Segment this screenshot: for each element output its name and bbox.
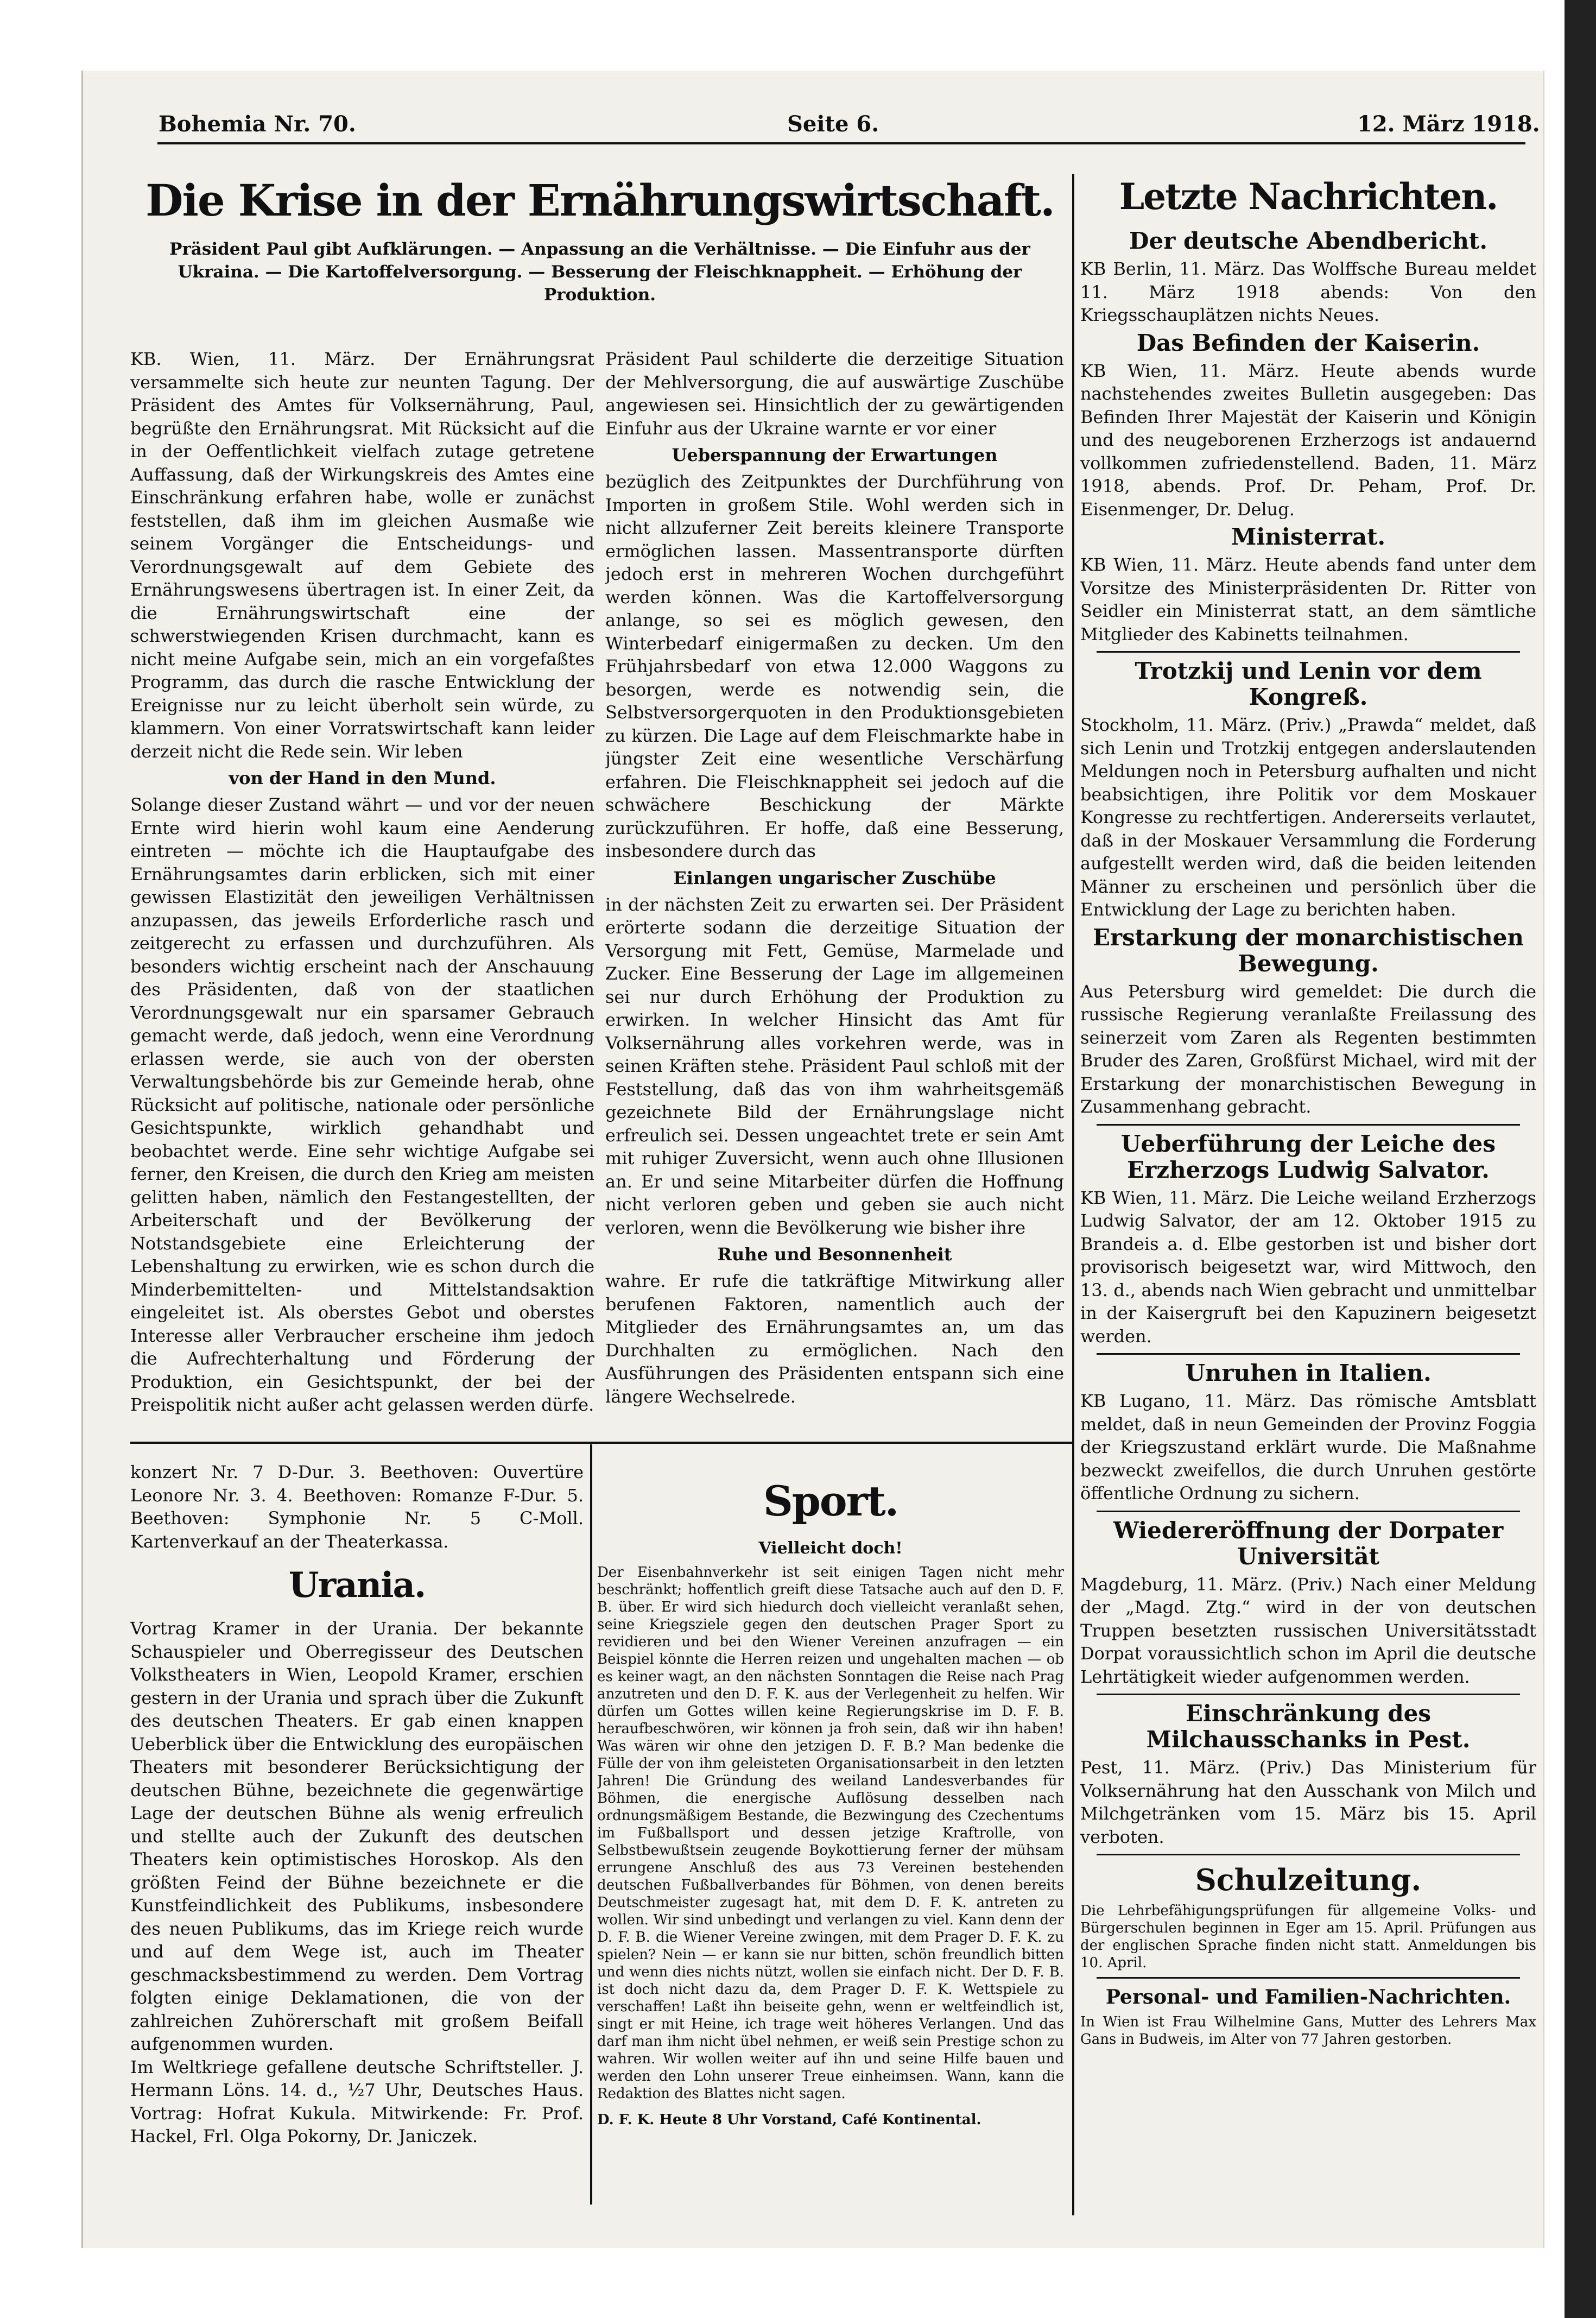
personal-news-text: In Wien ist Frau Wilhelmine Gans, Mutter des Lehrers Max Gans in Budweis, im Alter von 77 Jahren gestorben. xyxy=(1080,2014,1536,2048)
news-text: KB Berlin, 11. März. Das Wolffsche Bureau meldet 11. März 1918 abends: Von den Kriegsschauplätzen nichts Neues. xyxy=(1080,258,1536,325)
main-article-col1 xyxy=(130,348,594,1436)
column-divider-right xyxy=(1072,174,1074,2215)
news-heading: Unruhen in Italien. xyxy=(1185,1360,1432,1386)
section-rule xyxy=(130,1442,1072,1444)
news-divider xyxy=(1097,1353,1520,1355)
news-text: Stockholm, 11. März. (Priv.) „Prawda“ meldet, daß sich Lenin und Trotzkij entgegen anderslautenden Meldungen noch in Petersburg aufhalten und nicht beabsichtigen, ihre Politik vor dem Moskauer Kongresse zu rechtfertigen. Andererseits verlautet, daß in der Moskauer Versammlung die Forderung aufgestellt werden wird, daß die beiden leitenden Männer zu erscheinen und persönlich über die Entwicklung der Lage zu berichten haben. xyxy=(1080,715,1536,920)
main-col2-para4: wahre. Er rufe die tatkräftige Mitwirkung aller berufenen Faktoren, namentlich auch der Mitglieder des Ernährungsamtes an, um das Durchhalten zu ermöglichen. Nach den Ausführungen des Präsidenten entspann sich eine längere Wechselrede. xyxy=(605,1271,1064,1407)
main-col2-para1: Präsident Paul schilderte die derzeitige Situation der Mehlversorgung, die auf auswärtige Zuschübe angewiesen sei. Hinsichtlich der zu gewärtigenden Einfuhr aus der Ukraine warnte er vor einer xyxy=(605,349,1064,439)
sport-subtitle: Vielleicht doch! xyxy=(758,1539,903,1558)
main-col1-heading: von der Hand in den Mund. xyxy=(229,768,496,788)
news-text: KB Wien, 11. März. Heute abends fand unter dem Vorsitze des Ministerpräsidenten Dr. Ritter von Seidler ein Ministerrat statt, an dem sämtliche Mitglieder des Kabinetts teilnahmen. xyxy=(1080,554,1536,645)
news-text: Aus Petersburg wird gemeldet: Die durch die russische Regierung veranlaßte Freilassung des seinerzeit vom Zaren als Regenten bestimmten Bruder des Zaren, Großfürst Michael, wird mit der Erstarkung der monarchistischen Bewegung in Zusammenhang gebracht. xyxy=(1080,981,1536,1117)
news-heading: Erstarkung der monarchistischen Bewegung. xyxy=(1093,924,1524,977)
header-center: Seite 6. xyxy=(787,111,879,137)
main-col2-heading2: Einlangen ungarischer Zuschübe xyxy=(673,867,996,888)
school-news-text: Die Lehrbefähigungsprüfungen für allgemeine Volks- und Bürgerschulen beginnen in Eger am 15. April. Prüfungen aus der englischen Sprache finden nicht statt. Anmeldungen bis 10. April. xyxy=(1080,1903,1536,1971)
urania-section xyxy=(130,1461,584,2205)
main-col2-heading1: Ueberspannung der Erwartungen xyxy=(672,445,998,465)
news-heading: Das Befinden der Kaiserin. xyxy=(1136,329,1480,356)
news-heading: Trotzkij und Lenin vor dem Kongreß. xyxy=(1135,658,1482,710)
main-col1-para2: Solange dieser Zustand währt — und vor der neuen Ernte wird hierin wohl kaum eine Aenderung eintreten — möchte ich die Hauptaufgabe des Ernährungsamtes darin erblicken, sich mit einer gewissen Elastizität den jeweiligen Verhältnissen anzupassen, das jeweils Erforderliche rasch und zeitgerecht zu erfassen und durchzuführen. Als besonders wichtig erscheint nach der Anschauung des Präsidenten, daß von der staatlichen Verordnungsgewalt nur ein sparsamer Gebrauch gemacht werde, daß jedoch, wenn eine Verordnung erlassen werde, sie auch von der obersten Verwaltungsbehörde bis zur Gemeinde herab, ohne Rücksicht auf politische, nationale oder persönliche Gesichtspunkte, wirklich gehandhabt und beobachtet werde. Eine sehr wichtige Aufgabe sei ferner, den Kreisen, die durch den Krieg am meisten gelitten haben, nämlich den Festangestellten, der Arbeiterschaft und der Bevölkerung der Notstandsgebiete eine Erleichterung der Lebenshaltung zu erwirken, wie es schon durch die Minderbemittelten- und Mittelstandsaktion eingeleitet ist. Als oberstes Gebot und oberstes Interesse aller Verbraucher erscheine ihm jedoch die Aufrechterhaltung und Förderung der Produktion, ein Gesichtspunkt, der bei der Preispolitik nicht außer acht gelassen werden dürfe. xyxy=(130,794,594,1415)
header-right: 12. März 1918. xyxy=(1357,111,1540,137)
scan-edge xyxy=(1565,0,1596,2318)
news-divider xyxy=(1097,1511,1520,1512)
news-heading: Wiedereröffnung der Dorpater Universität xyxy=(1113,1517,1504,1570)
news-text: Magdeburg, 11. März. (Priv.) Nach einer Meldung der „Magd. Ztg.“ wird in der von deutschen Truppen besetzten russischen Universitätsstadt Dorpat voraussichtlich schon im April die deutsche Lehrtätigkeit wieder aufgenommen werden. xyxy=(1080,1574,1536,1687)
column-divider-bottom xyxy=(590,1444,592,2205)
main-article-head xyxy=(130,168,1069,348)
news-text: Pest, 11. März. (Priv.) Das Ministerium für Volksernährung hat den Ausschank von Milch und Milchgetränken vom 15. März bis 15. April verboten. xyxy=(1080,1757,1536,1847)
header-rule xyxy=(157,142,1525,144)
sport-article: Der Eisenbahnverkehr ist seit einigen Tagen nicht mehr beschränkt; hoffentlich greift diese Tatsache auch auf den D. F. B. über. Er wird sich hiedurch doch vielleicht veranlaßt sehen, seine Kriegsziele gegen den deutschen Prager Sport zu revidieren und bei den Wiener Vereinen anzufragen — ein Beispiel könnte die Herren reizen und ungehalten machen — ob es keiner wagt, an den nächsten Sonntagen die Reise nach Prag anzutreten und den D. F. K. aus der Verlegenheit zu helfen. Wir dürfen um Gottes willen keine Regierungskrise im D. F. B. heraufbeschwören, wir können ja froh sein, daß wir ihn haben! Was wären wir ohne den jetzigen D. F. B.? Man bedenke die Fülle der von ihm geleisteten Organisationsarbeit in den letzten Jahren! Die Gründung des weiland Landesverbandes für Böhmen, die energische Auflösung desselben nach ordnungsmäßigem Bestande, die Bezwingung des Czechentums im Fußballsport und dessen jetzige Kraftrolle, von Selbstbewußtsein zeugende Boykottierung ferner der mühsam errungene Anschluß des aus 73 Vereinen bestehenden deutschen Fußballverbandes für Böhmen, von denen bereits Deutschmeister zugesagt hat, mit dem D. F. K. antreten zu wollen. Wir sind unbedingt und verlangen zu viel. Kann denn der D. F. B. die Wiener Vereine zwingen, mit dem Prager D. F. K. zu spielen? Nein — er kann sie nur bitten, schön freundlich bitten und wenn dies nichts nützt, wollen sie einfach nicht. Der D. F. B. ist doch nicht dazu da, dem Prager D. F. K. Wettspiele zu verschaffen! Laßt ihn beiseite gehn, wenn er weltfeindlich ist, singt er mit Heine, ich trage weit höheres Verlangen. Und das darf man ihm nicht übel nehmen, er weiß sein Prestige schon zu wahren. Wir wollen weiter auf ihn und seine Hilfe bauen und werden den Lohn unserer Treue einheimsen. Wann, kann die Redaktion des Blattes nicht sagen. xyxy=(597,1564,1064,2102)
main-col2-para3: in der nächsten Zeit zu erwarten sei. Der Präsident erörterte sodann die derzeitige Situation der Versorgung mit Fett, Gemüse, Marmelade und Zucker. Eine Besserung der Lage im allgemeinen sei nur durch Erhöhung der Produktion zu erwirken. In welcher Hinsicht das Amt für Volksernährung alles vorkehren werde, was in seinen Kräften stehe. Präsident Paul schloß mit der Feststellung, daß das von ihm wahrheitsgemäß gezeichnete Bild der Ernährungslage nicht erfreulich sei. Dessen ungeachtet trete er sein Amt mit ruhiger Zuversicht, wenn auch ohne Illusionen an. Er und seine Mitarbeiter dürfen die Hoffnung nicht verloren geben und geben sie auch nicht verloren, wenn die Bevölkerung wie bisher ihre xyxy=(605,894,1064,1238)
sport-title: Sport. xyxy=(763,1477,898,1525)
sport-section xyxy=(597,1461,1064,2205)
news-divider xyxy=(1097,651,1520,653)
news-text: KB Wien, 11. März. Die Leiche weiland Erzherzogs Ludwig Salvator, der am 12. Oktober 1915 zu Brandeis a. d. Elbe gestorben ist und bisher dort provisorisch beigesetzt war, wird Mittwoch, den 13. d., abends nach Wien gebracht und unmittelbar in der Kaisergruft bei den Kapuzinern beigesetzt werden. xyxy=(1080,1187,1536,1347)
main-col2-para2: bezüglich des Zeitpunktes der Durchführung von Importen in großem Stile. Wohl werden sich in nicht allzuferner Zeit bereits kleinere Transporte ermöglichen lassen. Massentransporte dürften jedoch erst in mehreren Wochen durchgeführt werden können. Was die Kartoffelversorgung anlange, so sei es möglich gewesen, den Winterbedarf einigermaßen zu decken. Um den Frühjahrsbedarf von etwa 12.000 Waggons zu besorgen, werde es notwendig sein, die Selbstversorgerquoten in den Produktionsgebieten zu kürzen. Die Lage auf dem Fleischmarkte habe in jüngster Zeit eine wesentliche Verschärfung erfahren. Die Fleischknappheit sei jedoch auf die schwächere Beschickung der Märkte zurückzuführen. Er hoffe, daß eine Besserung, insbesondere durch das xyxy=(605,471,1064,861)
urania-title: Urania. xyxy=(288,1565,426,1606)
news-text: KB Lugano, 11. März. Das römische Amtsblatt meldet, daß in neun Gemeinden der Provinz Foggia der Kriegszustand erklärt wurde. Die Maßnahme bezweckt zweifellos, die durch Unruhen gestörte öffentliche Ordnung zu sichern. xyxy=(1080,1391,1536,1504)
concert-program: konzert Nr. 7 D-Dur. 3. Beethoven: Ouvertüre Leonore Nr. 3. 4. Beethoven: Romanze F-Dur. 5. Beethoven: Symphonie Nr. 5 C-Moll. Kartenverkauf an der Theaterkassa. xyxy=(130,1462,584,1552)
urania-announcement: Im Weltkriege gefallene deutsche Schriftsteller. J. Hermann Löns. 14. d., ½7 Uhr, Deutsches Haus. Vortrag: Hofrat Kukula. Mitwirkende: Fr. Prof. Hackel, Frl. Olga Pokorny, Dr. Janiczek. xyxy=(130,2056,584,2146)
main-article-col2 xyxy=(605,348,1064,1436)
sport-announcement: D. F. K. Heute 8 Uhr Vorstand, Café Kontinental. xyxy=(597,2112,981,2128)
main-col1-para1: KB. Wien, 11. März. Der Ernährungsrat versammelte sich heute zur neunten Tagung. Der Präsident des Amtes für Volksernährung, Paul, begrüßte den Ernährungsrat. Mit Rücksicht auf die in der Oeffentlichkeit vielfach zutage getretene Auffassung, daß der Wirkungskreis des Amtes eine Einschränkung erfahren habe, wolle er zunächst feststellen, daß ihm im gleichen Ausmaße wie seinem Vorgänger die Entscheidungs- und Verordnungsgewalt auf dem Gebiete des Ernährungswesens übertragen ist. In einer Zeit, da die Ernährungswirtschaft eine der schwerstwiegenden Krisen durchmacht, kann es nicht meine Aufgabe sein, mich an ein vorgefaßtes Programm, das durch die rasche Entwicklung der Ereignisse nur zu leicht überholt sein würde, zu klammern. Von einer Vorratswirtschaft kann leider derzeit nicht die Rede sein. Wir leben xyxy=(130,349,594,762)
news-heading: Ueberführung der Leiche des Erzherzogs Ludwig Salvator. xyxy=(1120,1130,1496,1183)
personal-news-title: Personal- und Familien-Nachrichten. xyxy=(1105,1986,1511,2008)
news-heading: Ministerrat. xyxy=(1231,523,1386,550)
news-heading: Einschränkung des Milchausschanks in Pest. xyxy=(1146,1700,1471,1753)
main-article-title: Die Krise in der Ernährungswirtschaft. xyxy=(145,175,1054,226)
main-article-subtitle: Präsident Paul gibt Aufklärungen. — Anpassung an die Verhältnisse. — Die Einfuhr aus der Ukraina. — Die Kartoffelversorgung. — Besserung der Fleischknappheit. — Erhöhung der Produktion. xyxy=(169,239,1030,305)
main-col2-heading3: Ruhe und Besonnenheit xyxy=(717,1244,952,1265)
urania-report: Vortrag Kramer in der Urania. Der bekannte Schauspieler und Oberregisseur des Deutschen Volkstheaters in Wien, Leopold Kramer, erschien gestern in der Urania und sprach über die Zukunft des deutschen Theaters. Er gab einen knappen Ueberblick über die Entwicklung des europäischen Theaters mit besonderer Berücksichtigung der deutschen Bühne, bezeichnete die gegenwärtige Lage der deutschen Bühne als wenig erfreulich und stellte auch der Zukunft des deutschen Theaters kein optimistisches Horoskop. Als den größten Feind der Bühne bezeichnete er die Kunstfeindlichkeit des Publikums, insbesondere des neuen Publikums, das im Kriege reich wurde und auf dem Wege ist, auch im Theater geschmacksbestimmend zu werden. Dem Vortrag folgten einige Deklamationen, die von der zahlreichen Zuhörerschaft mit großem Beifall aufgenommen wurden. xyxy=(130,1618,584,2054)
header-left: Bohemia Nr. 70. xyxy=(159,111,356,137)
news-divider xyxy=(1097,1124,1520,1126)
news-divider xyxy=(1097,1694,1520,1695)
latest-news-title: Letzte Nachrichten. xyxy=(1119,175,1498,218)
news-divider xyxy=(1097,1854,1520,1855)
news-text: KB Wien, 11. März. Heute abends wurde nachstehendes zweites Bulletin ausgegeben: Das Befinden Ihrer Majestät der Kaiserin und Königin und des neugeborenen Erzherzogs ist andauernd vollkommen zufriedenstellend. Baden, 11. März 1918, abends. Prof. Dr. Peham, Prof. Dr. Eisenmenger, Dr. Delug. xyxy=(1080,360,1536,520)
news-divider xyxy=(1097,1977,1520,1979)
latest-news-column xyxy=(1080,168,1536,2210)
news-heading: Der deutsche Abendbericht. xyxy=(1129,228,1487,254)
school-news-title: Schulzeitung. xyxy=(1195,1862,1422,1897)
